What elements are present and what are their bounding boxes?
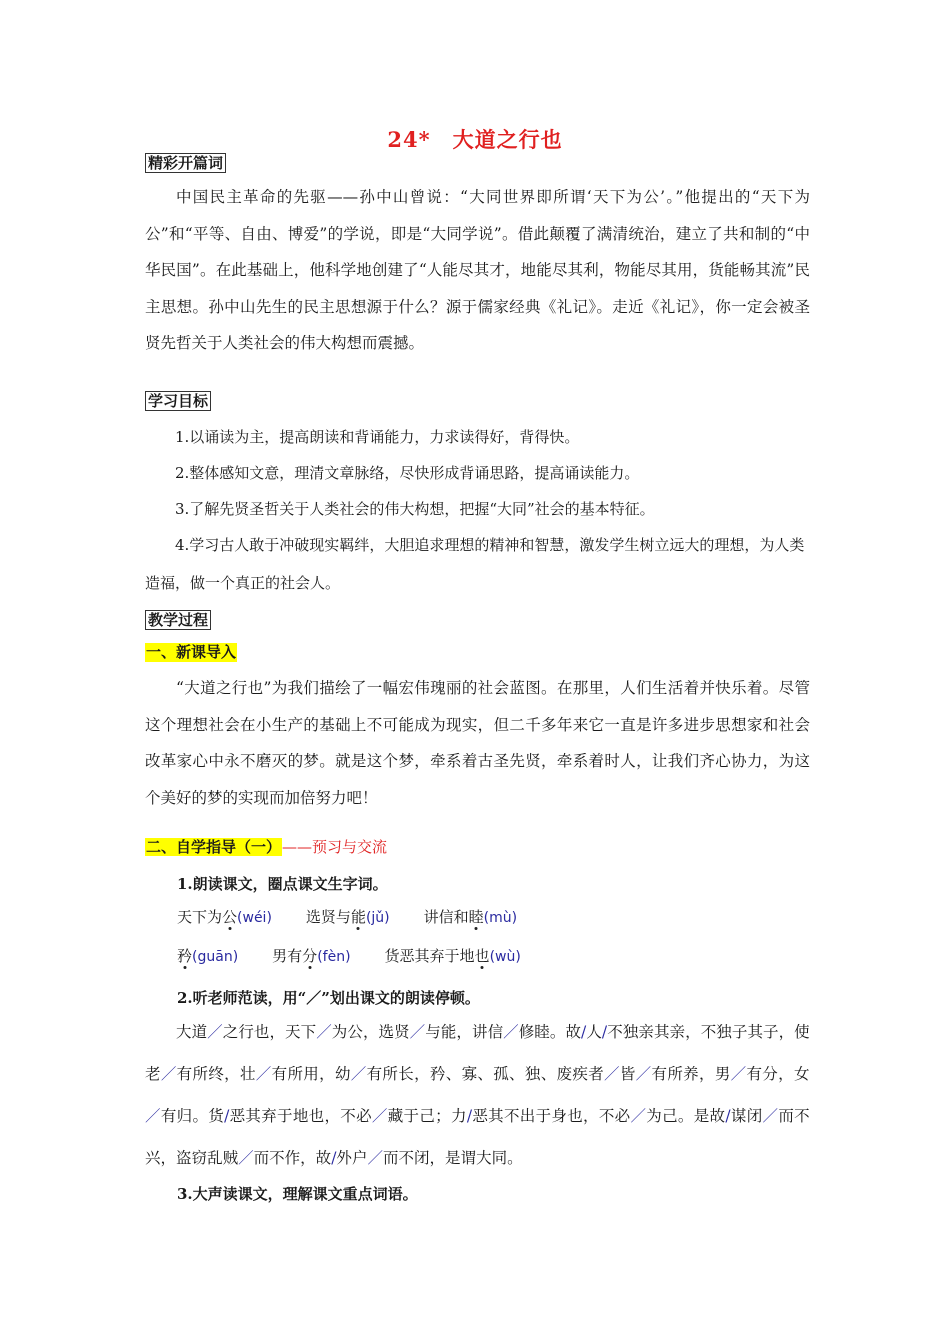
step-1: 1.朗读课文，圈点课文生字词。 (177, 875, 388, 893)
pause-slash: ／ (630, 1107, 647, 1125)
goal-item-1: 1.以诵读为主，提高朗读和背诵能力，力求读得好，背得快。 (175, 428, 580, 446)
pause-slash: / (331, 1149, 337, 1167)
pause-slash: ／ (409, 1023, 426, 1041)
pause-slash: ／ (207, 1023, 223, 1041)
step-3: 3.大声读课文，理解课文重点词语。 (177, 1185, 418, 1203)
pause-slash: ／ (367, 1149, 383, 1167)
pause-slash: ／ (503, 1023, 519, 1041)
pause-slash: ／ (604, 1065, 620, 1083)
pause-slash: ／ (350, 1065, 367, 1083)
intro-paragraph: 中国民主革命的先驱——孙中山曾说：“大同世界即所谓‘天下为公’。”他提出的“天下为公”和“平等、自由、博爱”的学说，即是“大同学说”。借此颠覆了满清统治，建立了共和制的“中华民国”。在此基础上，他科学地创建了“人能尽其才，地能尽其利，物能尽其用，货能畅其流”民主思想。孙中山先生的民主思想源于什么？源于儒家经典《礼记》。走近《礼记》，你一定会被圣贤先哲关于人类社会的伟大构想而震撼。 (145, 188, 810, 352)
pause-slash: ／ (635, 1065, 652, 1083)
section-heading-process: 教学过程 (145, 610, 211, 630)
vocab-item: 讲信和睦(mù) (423, 908, 518, 926)
vocab-item: 男有分(fèn) (272, 947, 351, 965)
pause-slash: ／ (145, 1107, 161, 1125)
pause-slash: ／ (316, 1023, 332, 1041)
section-heading-goals: 学习目标 (145, 391, 211, 411)
section-heading-intro: 精彩开篇词 (145, 153, 226, 173)
pause-slash: / (601, 1023, 608, 1041)
part1-heading: 一、新课导入 (146, 643, 237, 661)
vocab-item: 选贤与能(jǔ) (305, 908, 390, 926)
pause-slash: / (224, 1107, 230, 1125)
vocab-row-1 (177, 906, 517, 929)
part2-heading-row (145, 838, 387, 857)
vocab-item: 矜(guān) (177, 947, 239, 965)
pause-slash: / (466, 1107, 473, 1125)
page-title: 24* 大道之行也 (387, 127, 563, 152)
step-2: 2.听老师范读，用“／”划出课文的朗读停顿。 (177, 989, 480, 1007)
part2-subheading: ——预习与交流 (282, 838, 388, 856)
part1-paragraph: “大道之行也”为我们描绘了一幅宏伟瑰丽的社会蓝图。在那里，人们生活着并快乐着。尽管这个理想社会在小生产的基础上不可能成为现实，但二千多年来它一直是许多进步思想家和社会改革家心中永不磨灭的梦。就是这个梦，牵系着古圣先贤，牵系着时人，让我们齐心协力，为这个美好的梦的实现而加倍努力吧！ (145, 679, 810, 807)
pause-slash: ／ (762, 1107, 779, 1125)
pause-slash: ／ (255, 1065, 272, 1083)
vocab-item: 天下为公(wéi) (177, 908, 272, 926)
goal-item-4: 4.学习古人敢于冲破现实羁绊，大胆追求理想的精神和智慧，激发学生树立远大的理想，为人类造福，做一个真正的社会人。 (145, 536, 805, 592)
part2-heading: 二、自学指导（一） (146, 838, 282, 856)
pause-slash: / (725, 1107, 731, 1125)
vocab-row-2 (177, 945, 521, 968)
pause-slash: / (581, 1023, 587, 1041)
passage-with-pauses: 大道／之行也，天下／为公，选贤／与能，讲信／修睦。故/人/不独亲其亲，不独子其子，使老／有所终，壮／有所用，幼／有所长，矜、寡、孤、独、废疾者／皆／有所养，男／有分，女／有归。货/恶其弃于地也，不必／藏于己；力/恶其不出于身也，不必／为己。是故/谋闭／而不兴，盗窃乱贼／而不作，故/外户／而不闭，是谓大同。 (145, 1023, 810, 1167)
pause-slash: ／ (160, 1065, 177, 1083)
goal-item-2: 2.整体感知文意，理清文章脉络，尽快形成背诵思路，提高诵读能力。 (175, 464, 640, 482)
goal-item-3: 3.了解先贤圣哲关于人类社会的伟大构想，把握“大同”社会的基本特征。 (175, 500, 655, 518)
pause-slash: ／ (371, 1107, 388, 1125)
pause-slash: ／ (238, 1149, 254, 1167)
pause-slash: ／ (730, 1065, 747, 1083)
vocab-item: 货恶其弃于地也(wù) (384, 947, 521, 965)
